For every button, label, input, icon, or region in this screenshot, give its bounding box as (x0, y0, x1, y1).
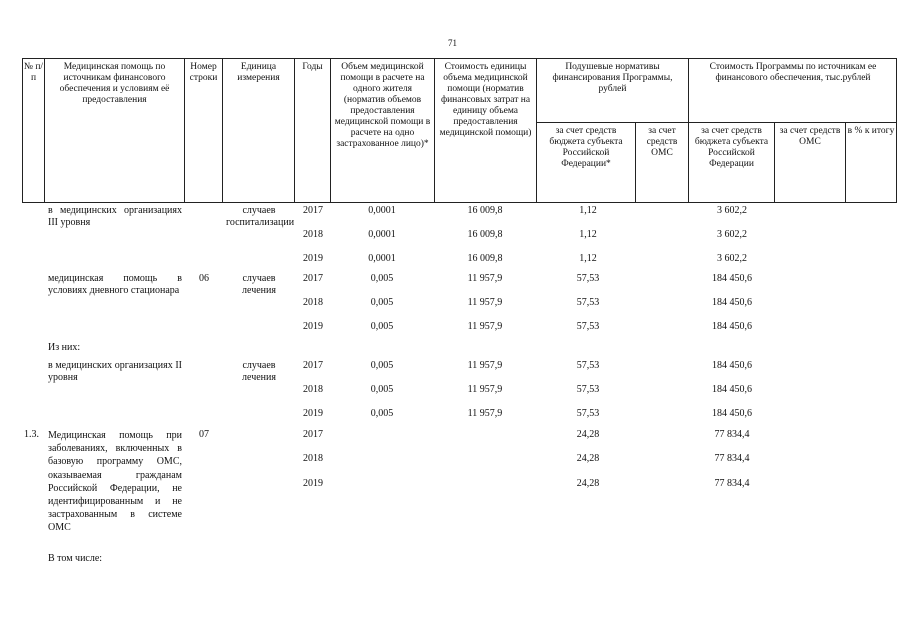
row-year: 2019 (303, 408, 323, 419)
row-label: в медицинских организациях III уровня (48, 205, 182, 228)
header-sub-budget2: за счет средств бюджета субъекта Российской Федерации (694, 126, 769, 169)
row-volume: 0,0001 (368, 253, 396, 264)
row-year: 2017 (303, 205, 323, 216)
header-sub-pct: в % к итогу (847, 126, 895, 136)
row-volume: 0,0001 (368, 229, 396, 240)
row-per-capita: 1,12 (579, 205, 597, 216)
row-label: медицинская помощь в условиях дневного стационара (48, 273, 182, 296)
row-volume: 0,005 (370, 384, 394, 395)
row-year: 2018 (303, 453, 323, 464)
row-total: 3 602,2 (717, 205, 747, 216)
row-total: 77 834,4 (714, 478, 750, 489)
row-volume: 0,005 (370, 360, 394, 371)
page-number: 71 (448, 38, 457, 48)
row-total: 184 450,6 (712, 321, 752, 332)
row-per-capita: 24,28 (576, 429, 600, 440)
row-per-capita: 1,12 (579, 229, 597, 240)
row-label: Медицинская помощь при заболеваниях, включенных в базовую программу ОМС, оказываемая гражданам Российской Федерации, не идентифицированным и не застрахованным в системе ОМС (48, 430, 182, 534)
header-years: Годы (302, 62, 323, 72)
row-cost: 11 957,9 (467, 384, 503, 395)
row-total: 184 450,6 (712, 360, 752, 371)
row-unit: случаев лечения (242, 360, 276, 383)
row-volume: 0,005 (370, 408, 394, 419)
row-cost: 11 957,9 (467, 297, 503, 308)
row-total: 184 450,6 (712, 408, 752, 419)
row-cost: 16 009,8 (467, 229, 503, 240)
row-per-capita: 57,53 (576, 297, 600, 308)
header-program-cost: Стоимость Программы по источникам ее финансового обеспечения, тыс.рублей (709, 62, 877, 83)
row-year: 2019 (303, 321, 323, 332)
row-year: 2017 (303, 360, 323, 371)
row-volume: 0,005 (370, 273, 394, 284)
row-total: 77 834,4 (714, 429, 750, 440)
row-cost: 11 957,9 (467, 321, 503, 332)
row-total: 184 450,6 (712, 384, 752, 395)
row-year: 2017 (303, 273, 323, 284)
row-year: 2018 (303, 229, 323, 240)
row-year: 2018 (303, 384, 323, 395)
header-volume: Объем медицинской помощи в расчете на одного жителя (норматив объемов предоставления медицинской помощи в расчете на одно застрахованное лицо)* (334, 62, 431, 149)
row-per-capita: 24,28 (576, 478, 600, 489)
row-unit: случаев лечения (242, 273, 276, 296)
row-per-capita: 57,53 (576, 408, 600, 419)
row-per-capita: 24,28 (576, 453, 600, 464)
row-label: в медицинских организациях II уровня (48, 360, 182, 383)
row-per-capita: 1,12 (579, 253, 597, 264)
row-per-capita: 57,53 (576, 360, 600, 371)
row-volume: 0,005 (370, 321, 394, 332)
row-year: 2019 (303, 253, 323, 264)
row-cost: 16 009,8 (467, 205, 503, 216)
row-per-capita: 57,53 (576, 384, 600, 395)
row-total: 3 602,2 (717, 253, 747, 264)
row-total: 77 834,4 (714, 453, 750, 464)
row-unit: случаев госпитализации (226, 205, 295, 228)
iz-nih-label: Из них: (48, 342, 81, 353)
row-cost: 11 957,9 (467, 360, 503, 371)
row-volume: 0,005 (370, 297, 394, 308)
row-num: 1.3. (24, 429, 39, 440)
row-total: 3 602,2 (717, 229, 747, 240)
header-sub-oms2: за счет средств ОМС (779, 126, 841, 147)
row-cost: 11 957,9 (467, 273, 503, 284)
row-per-capita: 57,53 (576, 273, 600, 284)
row-per-capita: 57,53 (576, 321, 600, 332)
row-total: 184 450,6 (712, 297, 752, 308)
row-number: 07 (199, 429, 209, 440)
header-care: Медицинская помощь по источникам финансового обеспечения и условиям её предоставления (59, 62, 170, 105)
header-sub-oms: за счет средств ОМС (646, 126, 678, 158)
header-cost: Стоимость единицы объема медицинской помощи (норматив финансовых затрат на единицу объема предоставления медицинской помощи) (439, 62, 532, 138)
row-volume: 0,0001 (368, 205, 396, 216)
row-year: 2018 (303, 297, 323, 308)
row-cost: 11 957,9 (467, 408, 503, 419)
header-sub-budget: за счет средств бюджета субъекта Российской Федерации* (549, 126, 623, 169)
row-year: 2017 (303, 429, 323, 440)
row-cost: 16 009,8 (467, 253, 503, 264)
header-row-no: Номер строки (189, 62, 218, 83)
header-per-capita: Подушевые нормативы финансирования Программы, рублей (552, 62, 673, 94)
v-tom-chisle-label: В том числе: (48, 553, 103, 564)
header-unit: Единица измерения (237, 62, 280, 83)
row-number: 06 (199, 273, 209, 284)
header-num: № п/п (23, 62, 44, 83)
row-year: 2019 (303, 478, 323, 489)
row-total: 184 450,6 (712, 273, 752, 284)
